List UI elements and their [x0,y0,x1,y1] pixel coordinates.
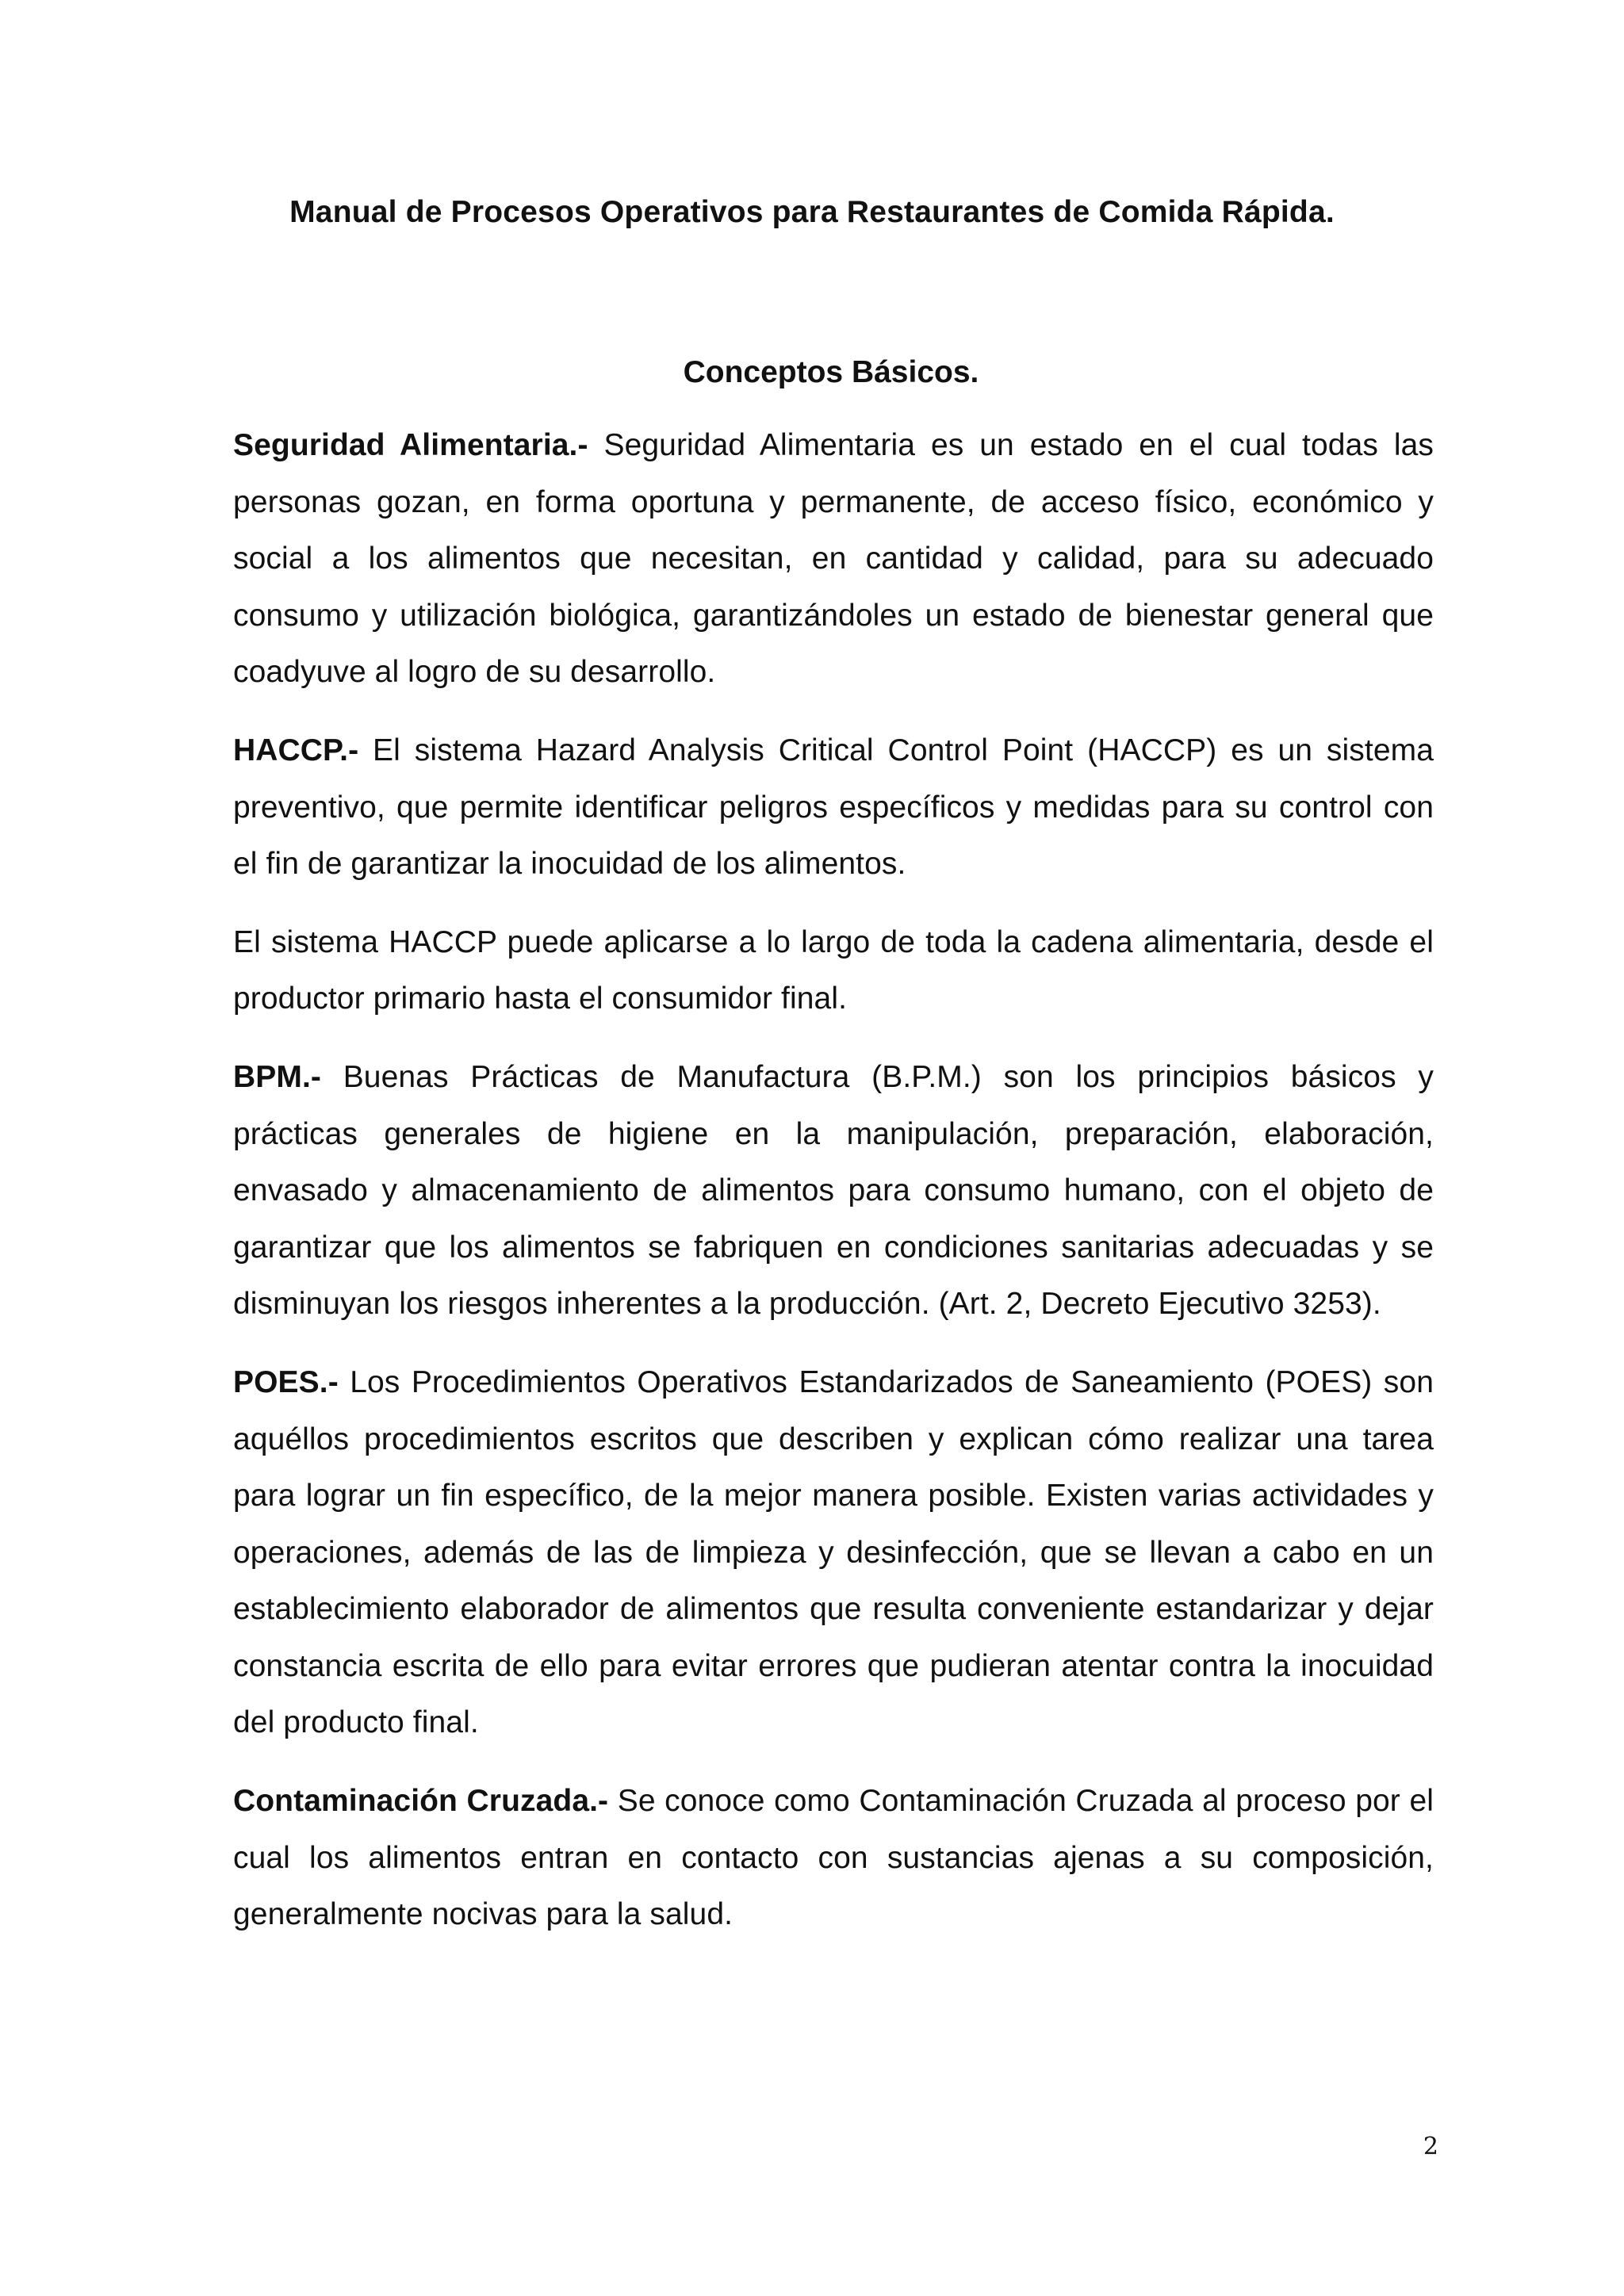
paragraph-seguridad-alimentaria [233,417,1434,701]
section-title: Conceptos Básicos. [683,355,979,389]
paragraph-text: El sistema HACCP puede aplicarse a lo largo de toda la cadena alimentaria, desde el productor primario hasta el consumidor final. [233,924,1434,1016]
paragraph-text: El sistema Hazard Analysis Critical Control Point (HACCP) es un sistema preventivo, que permite identificar peligros específicos y medidas para su control con el fin de garantizar la inocuidad de los alimentos. [233,733,1434,882]
paragraph-haccp-aplicacion [233,914,1434,1027]
page-number: 2 [1423,2133,1438,2160]
paragraph-text: Se conoce como Contaminación Cruzada al proceso por el cual los alimentos entran en contacto con sustancias ajenas a su composición, generalmente nocivas para la salud. [233,1784,1434,1932]
term-label: Contaminación Cruzada.- [233,1784,609,1819]
paragraph-text: Los Procedimientos Operativos Estandarizados de Saneamiento (POES) son aquéllos procedimientos escritos que describen y explican cómo realizar una tarea para lograr un fin específico, de la mejor manera posible. Existen varias actividades y operaciones, además de las de limpieza y desinfección, que se llevan a cabo en un establecimiento elaborador de alimentos que resulta conveniente estandarizar y dejar constancia escrita de ello para evitar errores que pudieran atentar contra la inocuidad del producto final. [233,1364,1434,1740]
paragraph-bpm [233,1049,1434,1333]
term-label: POES.- [233,1364,339,1399]
term-label: BPM.- [233,1059,321,1094]
paragraph-haccp [233,722,1434,893]
term-label: HACCP.- [233,733,359,767]
paragraph-contaminacion-cruzada [233,1773,1434,1943]
paragraph-text: Seguridad Alimentaria es un estado en el cual todas las personas gozan, en forma oportuna y permanente, de acceso físico, económico y social a los alimentos que necesitan, en cantidad y calidad, para su adecuado consumo y utilización biológica, garantizándoles un estado de bienestar general que coadyuve al logro de su desarrollo. [233,428,1434,690]
document-title: Manual de Procesos Operativos para Restaurantes de Comida Rápida. [289,195,1335,229]
document-body [233,417,1434,1965]
paragraph-poes [233,1354,1434,1751]
term-label: Seguridad Alimentaria.- [233,428,588,462]
paragraph-text: Buenas Prácticas de Manufactura (B.P.M.) son los principios básicos y prácticas generales de higiene en la manipulación, preparación, elaboración, envasado y almacenamiento de alimentos para consumo humano, con el objeto de garantizar que los alimentos se fabriquen en condiciones sanitarias adecuadas y se disminuyan los riesgos inherentes a la producción. (Art. 2, Decreto Ejecutivo 3253). [233,1059,1434,1322]
